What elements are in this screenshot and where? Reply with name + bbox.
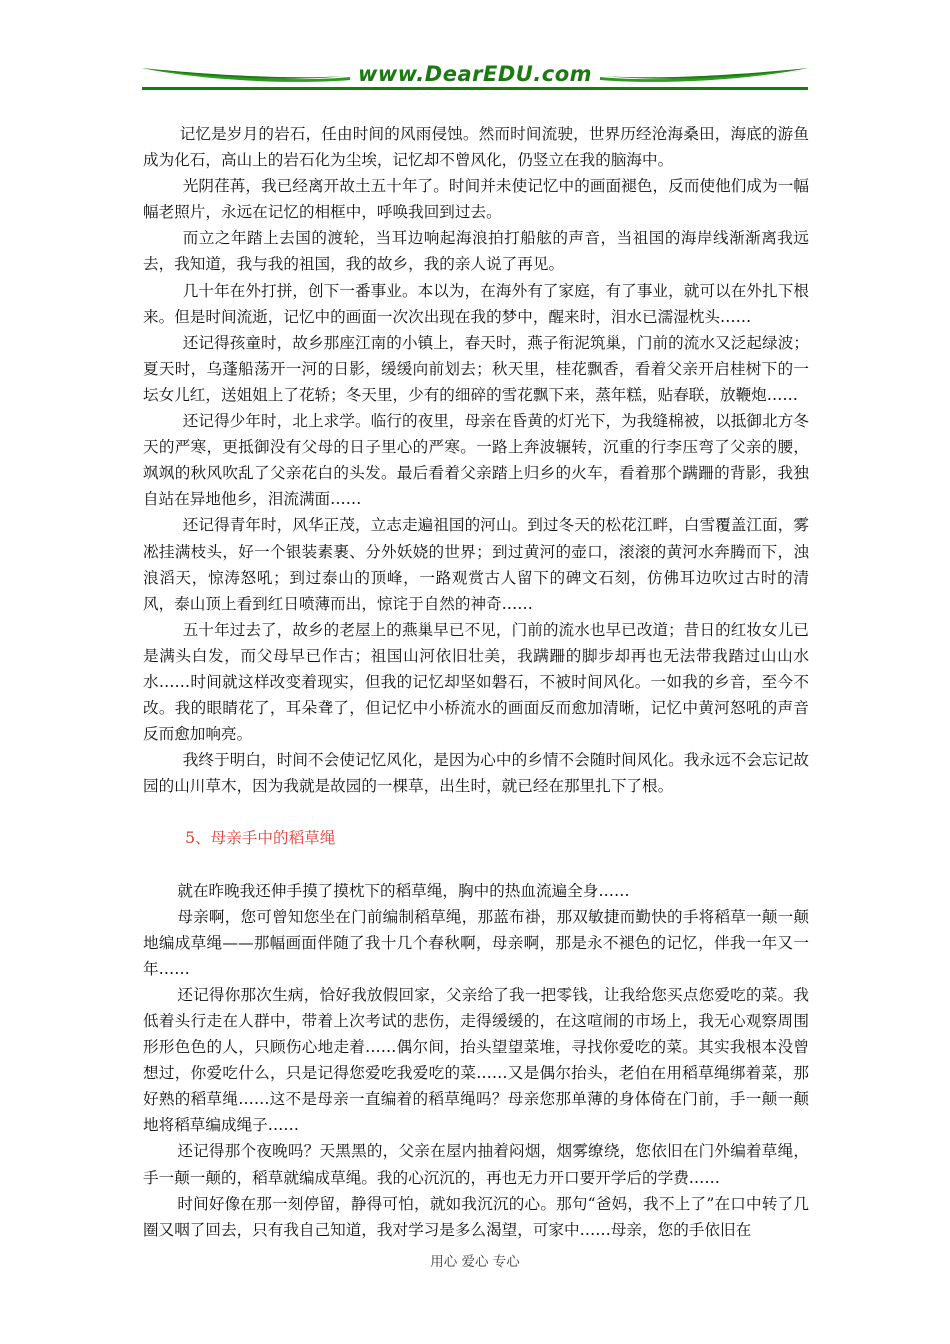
paragraph: 而立之年踏上去国的渡轮，当耳边响起海浪拍打船舷的声音，当祖国的海岸线渐渐离我远去，我知道，我与我的祖国，我的故乡，我的亲人说了再见。 — [143, 229, 809, 274]
paragraph: 还记得青年时，风华正茂，立志走遍祖国的河山。到过冬天的松花江畔，白雪覆盖江面，雾凇挂满枝头，好一个银装素裹、分外妖娆的世界；到过黄河的壶口，滚滚的黄河水奔腾而下，浊浪滔天，惊涛怒吼；到过泰山的顶峰，一路观赏古人留下的碑文石刻，仿佛耳边吹过古时的清风，泰山顶上看到红日喷薄而出，惊诧于自然的神奇…… — [143, 516, 809, 613]
paragraph: 就在昨晚我还伸手摸了摸枕下的稻草绳，胸中的热血流遍全身…… — [177, 881, 630, 900]
paragraph: 母亲啊，您可曾知您坐在门前编制稻草绳，那蓝布褂，那双敏捷而勤快的手将稻草一颠一颠地编成草绳——那幅画面伴随了我十几个春秋啊，母亲啊，那是永不褪色的记忆，伴我一年又一年…… — [143, 907, 809, 978]
document-body — [143, 121, 809, 1243]
site-header — [140, 58, 810, 98]
paragraph: 时间好像在那一刻停留，静得可怕，就如我沉沉的心。那句“爸妈，我不上了”在口中转了几圈又咽了回去，只有我自己知道，我对学习是多么渴望，可家中……母亲，您的手依旧在 — [143, 1194, 809, 1239]
paragraph: 几十年在外打拼，创下一番事业。本以为，在海外有了家庭，有了事业，就可以在外扎下根来。但是时间流逝，记忆中的画面一次次出现在我的梦中，醒来时，泪水已濡湿枕头…… — [143, 281, 809, 326]
paragraph: 记忆是岁月的岩石，任由时间的风雨侵蚀。然而时间流驶，世界历经沧海桑田，海底的游鱼成为化石，高山上的岩石化为尘埃，记忆却不曾风化，仍竖立在我的脑海中。 — [143, 125, 809, 170]
page-footer: 用心 爱心 专心 — [430, 1254, 520, 1270]
paragraph: 五十年过去了，故乡的老屋上的燕巢早已不见，门前的流水也早已改道；昔日的红妆女儿已是满头白发，而父母早已作古；祖国山河依旧壮美，我蹒跚的脚步却再也无法带我踏过山山水水……时间就这样改变着现实，但我的记忆却坚如磐石，不被时间风化。一如我的乡音，至今不改。我的眼睛花了，耳朵聋了，但记忆中小桥流水的画面反而愈加清晰，记忆中黄河怒吼的声音反而愈加响亮。 — [143, 620, 809, 744]
paragraph: 我终于明白，时间不会使记忆风化，是因为心中的乡情不会随时间风化。我永远不会忘记故园的山川草木，因为我就是故园的一棵草，出生时，就已经在那里扎下了根。 — [143, 751, 809, 796]
paragraph: 还记得少年时，北上求学。临行的夜里，母亲在昏黄的灯光下，为我缝棉被，以抵御北方冬天的严寒，更抵御没有父母的日子里心的严寒。一路上奔波辗转，沉重的行李压弯了父亲的腰，飒飒的秋风吹乱了父亲花白的头发。最后看着父亲踏上归乡的火车，看着那个蹒跚的背影，我独自站在异地他乡，泪流满面…… — [143, 412, 809, 509]
section-title: 5、母亲手中的稻草绳 — [185, 829, 336, 848]
paragraph: 光阴荏苒，我已经离开故土五十年了。时间并未使记忆中的画面褪色，反而使他们成为一幅幅老照片，永远在记忆的相框中，呼唤我回到过去。 — [143, 177, 809, 222]
site-url-logo: www.DearEDU.com — [357, 62, 593, 86]
paragraph: 还记得你那次生病，恰好我放假回家，父亲给了我一把零钱，让我给您买点您爱吃的菜。我低着头行走在人群中，带着上次考试的悲伤，走得缓缓的，在这喧闹的市场上，我无心观察周围形形色色的人，只顾伤心地走着……偶尔间，抬头望望菜堆，寻找你爱吃的菜。其实我根本没曾想过，你爱吃什么，只是记得您爱吃我爱吃的菜……又是偶尔抬头，老伯在用稻草绳绑着菜，那好熟的稻草绳……这不是母亲一直编着的稻草绳吗？母亲您那单薄的身体倚在门前，手一颠一颠地将稻草编成绳子…… — [143, 985, 809, 1135]
paragraph: 还记得孩童时，故乡那座江南的小镇上，春天时，燕子衔泥筑巢，门前的流水又泛起绿波；夏天时，乌蓬船荡开一河的日影，缓缓向前划去；秋天里，桂花飘香，看着父亲开启桂树下的一坛女儿红，送姐姐上了花轿；冬天里，少有的细碎的雪花飘下来，蒸年糕，贴春联，放鞭炮…… — [143, 333, 809, 404]
paragraph: 还记得那个夜晚吗？天黑黑的，父亲在屋内抽着闷烟，烟雾缭绕，您依旧在门外编着草绳，手一颠一颠的，稻草就编成草绳。我的心沉沉的，再也无力开口要开学后的学费…… — [143, 1142, 809, 1187]
